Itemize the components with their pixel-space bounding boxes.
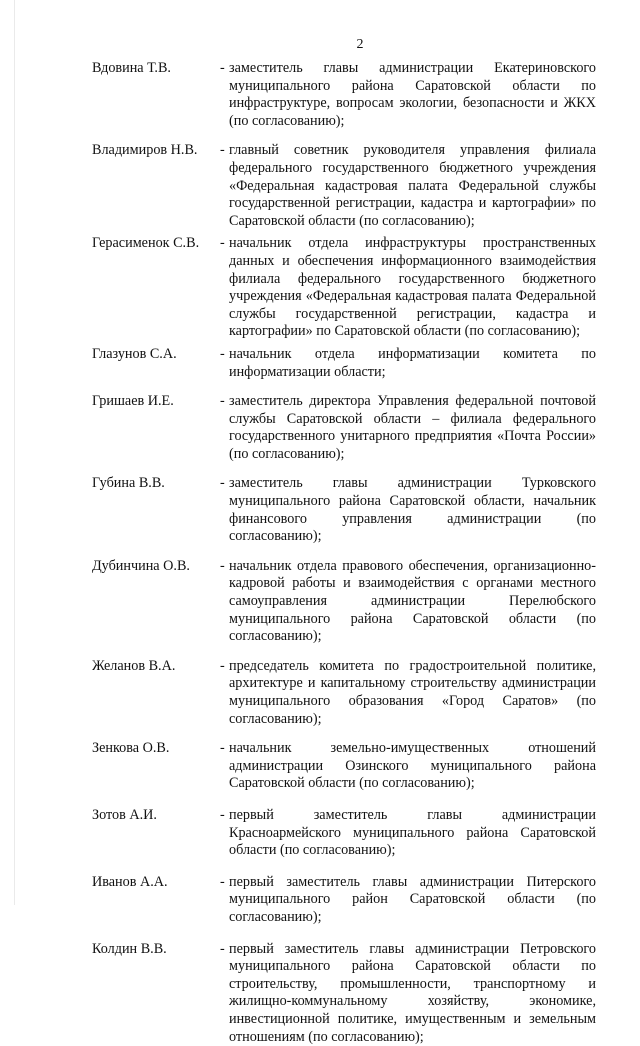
member-name: Герасименок С.В. xyxy=(92,235,200,252)
member-position: заместитель директора Управления федеральной почтовой службы Саратовской области – филиала федерального государственного унитарного предприятия «Почта России» (по согласованию); xyxy=(229,393,596,462)
member-name: Зотов А.И. xyxy=(92,806,157,823)
dash: - xyxy=(220,60,225,76)
list-item xyxy=(92,346,596,381)
list-item xyxy=(92,658,596,728)
member-name: Губина В.В. xyxy=(92,475,165,492)
list-item xyxy=(92,235,596,341)
list-item xyxy=(92,393,596,463)
member-name: Колдин В.В. xyxy=(92,940,167,957)
list-item xyxy=(92,142,596,230)
member-position: заместитель главы администрации Турковского муниципального района Саратовской области, начальник финансового управления администрации (по согласованию); xyxy=(229,475,596,545)
member-position: первый заместитель главы администрации Петровского муниципального района Саратовской области по строительству, промышленности, транспортному и жилищно-коммунальному хозяйству, экономике, инвестиционной политике, имущественным и земельным отношениям (по согласованию); xyxy=(229,940,596,1045)
dash: - xyxy=(220,142,225,159)
member-name: Зенкова О.В. xyxy=(92,740,170,757)
member-name: Гришаев И.Е. xyxy=(92,393,174,410)
member-position: начальник отдела инфраструктуры пространственных данных и обеспечения информационного взаимодействия филиала федерального государственного бюджетного учреждения «Федеральная кадастровая палата Федеральной службы государственной регистрации, кадастра и картографии» по Саратовской области (по согласованию); xyxy=(229,235,596,340)
dash: - xyxy=(220,657,225,674)
member-list xyxy=(92,60,596,1046)
member-position: первый заместитель главы администрации Красноармейского муниципального района Саратовской области (по согласованию); xyxy=(229,806,596,859)
list-item xyxy=(92,874,596,927)
member-name: Дубинчина О.В. xyxy=(92,557,190,574)
dash: - xyxy=(220,235,225,252)
dash: - xyxy=(220,393,225,410)
list-item xyxy=(92,807,596,860)
list-item xyxy=(92,740,596,793)
member-name: Вдовина Т.В. xyxy=(92,60,171,76)
member-position: первый заместитель главы администрации Питерского муниципального район Саратовской области (по согласованию); xyxy=(229,873,596,925)
dash: - xyxy=(220,475,225,492)
scan-edge-line xyxy=(14,0,15,905)
member-name: Владимиров Н.В. xyxy=(92,142,198,159)
list-item xyxy=(92,558,596,646)
member-position: заместитель главы администрации Екатериновского муниципального района Саратовской области по инфраструктуре, вопросам экологии, безопасности и ЖКХ (по согласованию); xyxy=(229,60,596,129)
dash: - xyxy=(220,806,225,823)
dash: - xyxy=(220,940,225,957)
list-item xyxy=(92,475,596,545)
member-name: Иванов А.А. xyxy=(92,873,168,890)
list-item xyxy=(92,941,596,1046)
member-position: главный советник руководителя управления филиала федерального государственного бюджетного учреждения «Федеральная кадастровая палата Федеральной службы государственной регистрации, кадастра и картографии» по Саратовской области (по согласованию); xyxy=(229,142,596,229)
member-name: Глазунов С.А. xyxy=(92,345,177,362)
member-position: председатель комитета по градостроительной политике, архитектуре и капитальному строительству администрации муниципального образования «Город Саратов» (по согласованию); xyxy=(229,657,596,727)
list-item xyxy=(92,60,596,130)
dash: - xyxy=(220,345,225,362)
member-name: Желанов В.А. xyxy=(92,657,176,674)
dash: - xyxy=(220,740,225,757)
dash: - xyxy=(220,557,225,574)
member-position: начальник отдела информатизации комитета по информатизации области; xyxy=(229,345,596,380)
page-number: 2 xyxy=(356,37,364,52)
dash: - xyxy=(220,873,225,890)
member-position: начальник отдела правового обеспечения, организационно-кадровой работы и взаимодействия с органами местного самоуправления администрации Перелюбского муниципального района Саратовской области (по согласованию); xyxy=(229,557,596,645)
member-position: начальник земельно-имущественных отношений администрации Озинского муниципального района Саратовской области (по согласованию); xyxy=(229,740,596,792)
